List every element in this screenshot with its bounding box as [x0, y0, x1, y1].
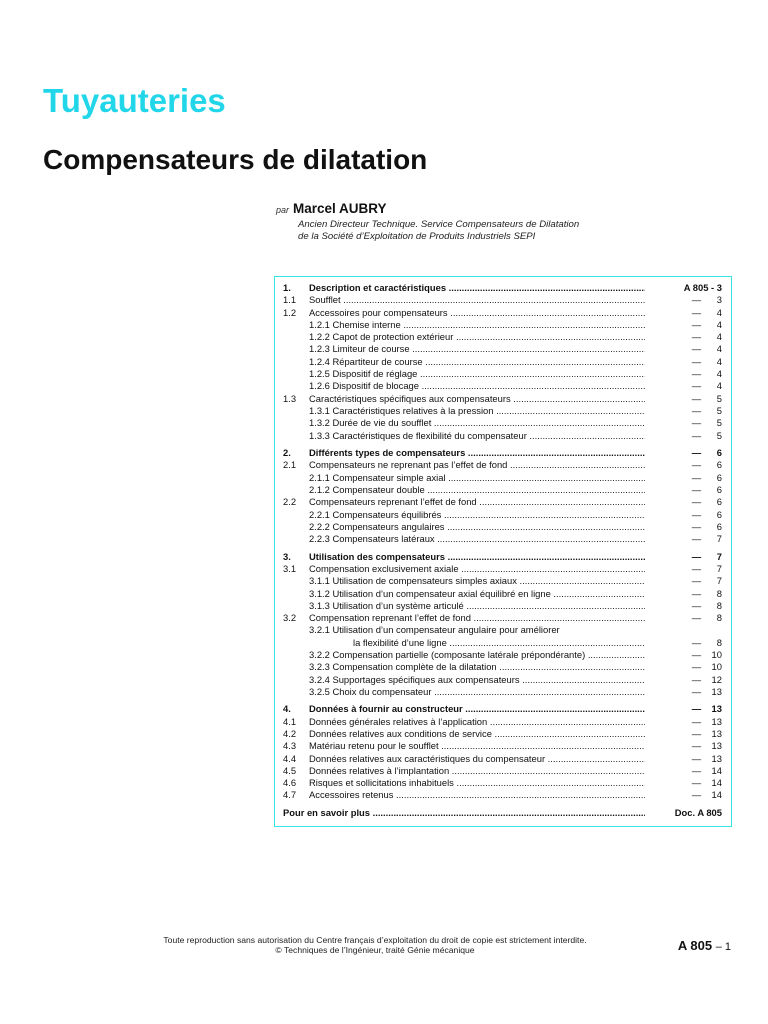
toc-entry-page: — 13: [691, 715, 722, 727]
toc-entry[interactable]: [275, 331, 731, 343]
toc-entry[interactable]: [275, 716, 731, 728]
toc-entry-label: 2.2.3 Compensateurs latéraux .....: [309, 533, 645, 545]
toc-entry-number: 4.5: [283, 764, 297, 776]
toc-entry-label: Données relatives à l’implantation .....: [309, 765, 645, 777]
toc-entry[interactable]: [275, 356, 731, 368]
toc-entry-label: 1.3.1 Caractéristiques relatives à la pression .....: [309, 405, 645, 417]
toc-entry-page: — 5: [691, 404, 722, 416]
toc-entry-label: Matériau retenu pour le soufflet .....: [309, 740, 645, 752]
toc-entry-label: 2.2.1 Compensateurs équilibrés .....: [309, 509, 645, 521]
toc-entry-number: 2.1: [283, 459, 297, 471]
toc-entry-label: Données générales relatives à l’application .....: [309, 716, 645, 728]
toc-entry-page: — 10: [691, 661, 722, 673]
toc-entry[interactable]: [275, 588, 731, 600]
toc-entry-page: — 10: [691, 648, 722, 660]
toc-entry-label: Soufflet .....: [309, 294, 645, 306]
toc-entry-page: — 13: [691, 740, 722, 752]
copyright-line1: Toute reproduction sans autorisation du Centre français d’exploitation du droit de copie est strictement interdite.: [163, 935, 587, 945]
author-block: [276, 200, 716, 243]
toc-entry-label: 2.1.2 Compensateur double .....: [309, 484, 645, 496]
toc-entry[interactable]: [275, 674, 731, 686]
toc-entry[interactable]: [275, 686, 731, 698]
toc-entry[interactable]: [275, 649, 731, 661]
toc-entry-page: — 13: [691, 685, 722, 697]
toc-entry-page: — 14: [691, 777, 722, 789]
toc-entry-page: — 6: [691, 471, 722, 483]
author-affiliation-line2: de la Société d’Exploitation de Produits Industriels SEPI: [298, 231, 536, 242]
toc-entry[interactable]: [275, 509, 731, 521]
toc-entry-page: — 6: [691, 447, 722, 459]
table-of-contents: [274, 276, 732, 827]
toc-entry-page: — 4: [691, 380, 722, 392]
toc-entry-page: — 13: [691, 727, 722, 739]
toc-entry[interactable]: [275, 417, 731, 429]
toc-entry-label: la flexibilité d’une ligne .....: [353, 637, 645, 649]
toc-entry[interactable]: [275, 319, 731, 331]
toc-entry-label: Accessoires retenus .....: [309, 789, 645, 801]
toc-entry-page: — 4: [691, 343, 722, 355]
toc-entry[interactable]: [275, 551, 731, 563]
author-name: Marcel AUBRY: [293, 201, 387, 216]
toc-entry-number: 1.1: [283, 294, 297, 306]
toc-entry[interactable]: [275, 777, 731, 789]
toc-entry-label: Compensateurs ne reprenant pas l’effet de fond .....: [309, 459, 645, 471]
toc-entry-page: Doc. A 805: [674, 806, 722, 818]
toc-entry-page: — 8: [691, 612, 722, 624]
toc-entry-number: 3.: [283, 550, 291, 562]
toc-entry-page: — 8: [691, 599, 722, 611]
toc-entry-page: — 7: [691, 533, 722, 545]
toc-entry-label: 2.1.1 Compensateur simple axial .....: [309, 472, 645, 484]
toc-entry-number: 2.2: [283, 496, 297, 508]
toc-entry-label: Accessoires pour compensateurs .....: [309, 307, 645, 319]
toc-entry-label: Données à fournir au constructeur .....: [309, 703, 645, 715]
toc-entry-label: 1.2.5 Dispositif de réglage .....: [309, 368, 645, 380]
toc-entry-number: 4.2: [283, 727, 297, 739]
toc-entry[interactable]: [275, 703, 731, 715]
toc-entry-label: 3.2.5 Choix du compensateur .....: [309, 686, 645, 698]
toc-entry[interactable]: [275, 661, 731, 673]
toc-entry[interactable]: [275, 789, 731, 801]
page-reference: [678, 938, 731, 953]
toc-entry-page: — 8: [691, 636, 722, 648]
toc-entry-page: — 4: [691, 331, 722, 343]
toc-entry-label: Utilisation des compensateurs .....: [309, 551, 645, 563]
toc-entry-label: Données relatives aux conditions de service .....: [309, 728, 645, 740]
toc-entry[interactable]: [275, 728, 731, 740]
copyright-line2: © Techniques de l’Ingénieur, traité Génie mécanique: [275, 945, 475, 955]
toc-entry-page: — 7: [691, 562, 722, 574]
toc-entry[interactable]: [275, 533, 731, 545]
toc-entry-label: 1.3.3 Caractéristiques de flexibilité du compensateur .....: [309, 430, 645, 442]
toc-entry-page: — 12: [691, 673, 722, 685]
author-affiliation-line1: Ancien Directeur Technique. Service Compensateurs de Dilatation: [298, 219, 580, 230]
document-title: Tuyauteries: [43, 82, 226, 119]
toc-entry-number: 4.1: [283, 715, 297, 727]
author-line: [276, 200, 716, 219]
toc-entry[interactable]: [275, 294, 731, 306]
toc-entry-page: — 3: [691, 294, 722, 306]
toc-entry-label: Données relatives aux caractéristiques du compensateur .....: [309, 753, 645, 765]
page-number: – 1: [715, 941, 731, 953]
toc-entry-page: — 8: [691, 587, 722, 599]
toc-entry-label: 1.3.2 Durée de vie du soufflet .....: [309, 417, 645, 429]
toc-entry[interactable]: [275, 496, 731, 508]
toc-entry-page: — 13: [691, 752, 722, 764]
author-prefix: par: [276, 205, 290, 215]
toc-entry-label: Risques et sollicitations inhabituels .....: [309, 777, 645, 789]
toc-entry-number: 4.3: [283, 740, 297, 752]
toc-entry-page: — 4: [691, 318, 722, 330]
toc-entry-label: 3.1.1 Utilisation de compensateurs simples axiaux .....: [309, 575, 645, 587]
toc-entry-label: 1.2.4 Répartiteur de course .....: [309, 356, 645, 368]
toc-entry[interactable]: [275, 430, 731, 442]
toc-entry-label: 3.2.2 Compensation partielle (composante latérale prépondérante) .....: [309, 649, 645, 661]
toc-entry-page: — 4: [691, 368, 722, 380]
toc-entry-number: 1.2: [283, 306, 297, 318]
toc-entry-page: — 6: [691, 459, 722, 471]
toc-entry-label: 1.2.3 Limiteur de course .....: [309, 343, 645, 355]
toc-entry[interactable]: [275, 612, 731, 624]
toc-entry-page: — 5: [691, 392, 722, 404]
toc-entry-label-line1: 3.2.1 Utilisation d’un compensateur angulaire pour améliorer: [309, 624, 560, 636]
toc-entry-number: 4.7: [283, 789, 297, 801]
toc-entry-page: — 5: [691, 429, 722, 441]
toc-entry-label: 2.2.2 Compensateurs angulaires .....: [309, 521, 645, 533]
toc-entry-number: 4.: [283, 703, 291, 715]
copyright-notice: [120, 935, 630, 955]
doc-code: A 805: [677, 938, 713, 953]
toc-entry-number: 1.3: [283, 392, 297, 404]
toc-entry-label: Compensateurs reprenant l’effet de fond .....: [309, 496, 645, 508]
toc-entry[interactable]: [275, 393, 731, 405]
toc-entry[interactable]: [275, 282, 731, 294]
toc-entry-page: — 14: [691, 789, 722, 801]
toc-entry-number: 3.2: [283, 612, 297, 624]
toc-entry-label: 3.1.3 Utilisation d’un système articulé .....: [309, 600, 645, 612]
toc-entry-page: — 4: [691, 306, 722, 318]
toc-entry[interactable]: [275, 307, 731, 319]
toc-entry-label: Caractéristiques spécifiques aux compensateurs .....: [309, 393, 645, 405]
toc-entry[interactable]: [275, 343, 731, 355]
toc-entry-label: Différents types de compensateurs .....: [309, 447, 645, 459]
toc-entry-label: Pour en savoir plus .....: [283, 807, 645, 819]
toc-entry[interactable]: [275, 380, 731, 392]
toc-entry[interactable]: [275, 472, 731, 484]
toc-entry-page: A 805 - 3: [683, 282, 722, 293]
toc-entry[interactable]: [275, 807, 731, 819]
toc-entry-number: 4.4: [283, 752, 297, 764]
toc-entry-page: — 4: [691, 355, 722, 367]
toc-entry-number: 4.6: [283, 777, 297, 789]
toc-entry-number: 2.: [283, 447, 291, 459]
toc-entry[interactable]: [275, 368, 731, 380]
toc-entry[interactable]: [275, 447, 731, 459]
toc-entry-page: — 6: [691, 496, 722, 508]
toc-entry-number: 3.1: [283, 562, 297, 574]
toc-entry-label: Compensation reprenant l’effet de fond .....: [309, 612, 645, 624]
toc-entry[interactable]: [275, 484, 731, 496]
toc-entry-label: Description et caractéristiques .....: [309, 282, 645, 294]
toc-entry-number: 1.: [283, 282, 291, 293]
toc-entry-page: — 6: [691, 483, 722, 495]
toc-entry-page: — 7: [691, 575, 722, 587]
toc-entry[interactable]: [275, 765, 731, 777]
toc-entry-label: 1.2.2 Capot de protection extérieur .....: [309, 331, 645, 343]
toc-entry[interactable]: [275, 753, 731, 765]
toc-entry[interactable]: [275, 405, 731, 417]
toc-entry[interactable]: [275, 575, 731, 587]
toc-entry-label: Compensation exclusivement axiale .....: [309, 563, 645, 575]
document-subtitle: Compensateurs de dilatation: [43, 144, 428, 175]
toc-entry[interactable]: [275, 600, 731, 612]
toc-entry-label: 3.1.2 Utilisation d’un compensateur axial équilibré en ligne .....: [309, 588, 645, 600]
toc-entry-label: 3.2.4 Supportages spécifiques aux compensateurs .....: [309, 674, 645, 686]
toc-entry-label: 1.2.1 Chemise interne .....: [309, 319, 645, 331]
toc-entry-label: 1.2.6 Dispositif de blocage .....: [309, 380, 645, 392]
toc-entry[interactable]: [275, 624, 731, 649]
toc-entry[interactable]: [275, 459, 731, 471]
toc-entry-page: — 7: [691, 550, 722, 562]
toc-entry-label: 3.2.3 Compensation complète de la dilatation .....: [309, 661, 645, 673]
toc-entry-page: — 6: [691, 520, 722, 532]
toc-entry-page: — 5: [691, 417, 722, 429]
toc-entry-page: — 6: [691, 508, 722, 520]
toc-entry[interactable]: [275, 563, 731, 575]
toc-entry[interactable]: [275, 740, 731, 752]
toc-entry[interactable]: [275, 521, 731, 533]
toc-entry-page: — 14: [691, 764, 722, 776]
toc-entry-page: — 13: [691, 703, 722, 715]
